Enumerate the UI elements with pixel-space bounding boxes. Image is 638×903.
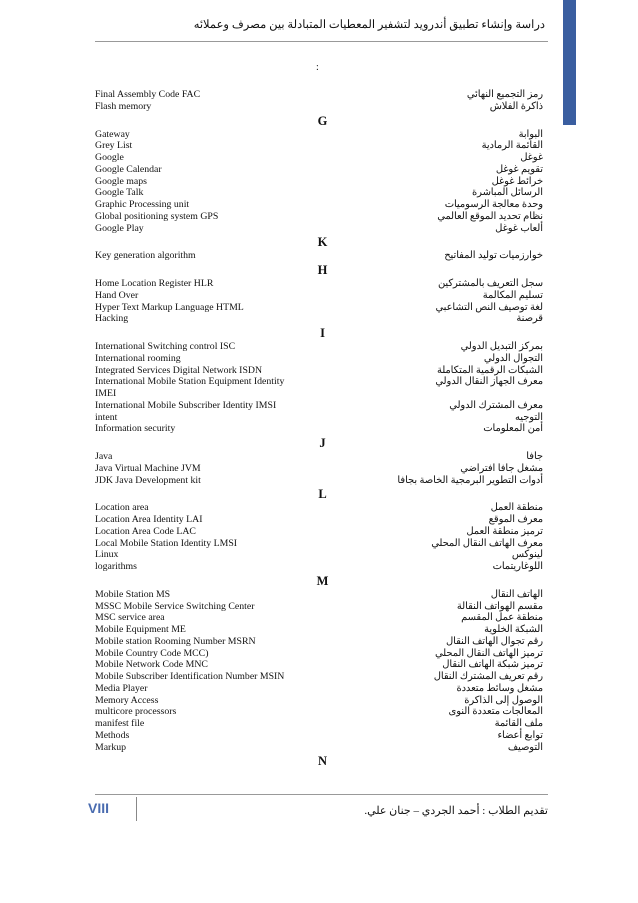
arabic-term: التوصيف xyxy=(507,741,543,753)
english-term: Java xyxy=(95,451,113,462)
arabic-term: خرائط غوغل xyxy=(491,175,543,187)
english-term: Location Area Code LAC xyxy=(95,525,196,537)
arabic-term: أمن المعلومات xyxy=(483,423,543,435)
glossary-entry xyxy=(95,164,545,176)
arabic-term: ألعاب غوغل xyxy=(495,222,543,234)
arabic-term: رقم تعريف المشترك النقال xyxy=(433,671,543,682)
arabic-term: مشغل وسائط متعددة xyxy=(456,682,543,694)
english-term: Graphic Processing unit xyxy=(95,199,190,210)
glossary-entry xyxy=(95,648,545,660)
english-term: Location Area Identity LAI xyxy=(95,514,203,525)
glossary-entry xyxy=(95,695,545,707)
english-term: multicore processors xyxy=(95,706,177,718)
arabic-term: ترميز منطقة العمل xyxy=(466,525,543,537)
english-term: logarithms xyxy=(95,561,137,572)
english-term: JDK Java Development kit xyxy=(95,474,201,486)
english-term: IMEI xyxy=(95,388,117,399)
english-term: Hyper Text Markup Language HTML xyxy=(95,301,244,313)
english-term: Google xyxy=(95,152,124,163)
english-term: International Mobile Station Equipment Identity xyxy=(95,376,285,388)
glossary-entry xyxy=(95,742,545,754)
glossary-entry xyxy=(95,561,545,573)
glossary-entry xyxy=(95,502,545,514)
footer-divider xyxy=(95,794,548,795)
footer-credit: تقديم الطلاب : أحمد الجردي – جنان علي. xyxy=(364,805,548,817)
glossary-entry xyxy=(95,412,545,424)
english-term: Memory Access xyxy=(95,694,159,706)
arabic-term: نظام تحديد الموقع العالمي xyxy=(437,210,543,222)
english-term: Flash memory xyxy=(95,100,152,112)
section-letter: H xyxy=(317,263,328,277)
glossary-entry xyxy=(95,706,545,718)
glossary-list xyxy=(95,89,545,769)
glossary-entry xyxy=(95,353,545,365)
glossary-entry xyxy=(95,451,545,463)
arabic-term: مشغل جافا افتراضي xyxy=(460,462,543,474)
arabic-term: بمركز التبديل الدولي xyxy=(460,341,543,352)
glossary-entry xyxy=(95,302,545,314)
glossary-entry xyxy=(95,313,545,325)
english-term: Gateway xyxy=(95,128,130,140)
english-term: Google maps xyxy=(95,175,147,187)
arabic-term: معرف الهاتف النقال المحلي xyxy=(431,537,543,549)
arabic-term: خوارزميات توليد المفاتيح xyxy=(444,250,543,262)
arabic-term: التجوال الدولي xyxy=(483,352,543,364)
glossary-entry xyxy=(95,278,545,290)
glossary-entry xyxy=(95,101,545,113)
glossary-entry xyxy=(95,538,545,550)
arabic-term: لينوكس xyxy=(511,549,543,561)
section-letter: I xyxy=(320,326,325,340)
section-letter: K xyxy=(317,235,328,250)
arabic-term: ترميز الهاتف النقال المحلي xyxy=(435,647,543,659)
section-letter: M xyxy=(316,573,329,588)
glossary-entry xyxy=(95,341,545,353)
english-term: Google Calendar xyxy=(95,163,162,175)
arabic-term: ذاكرة الفلاش xyxy=(489,100,543,112)
english-term: Hacking xyxy=(95,313,129,325)
glossary-entry xyxy=(95,223,545,235)
arabic-term: تقويم غوغل xyxy=(495,163,543,175)
english-term: manifest file xyxy=(95,718,145,729)
glossary-entry xyxy=(95,140,545,152)
glossary-entry xyxy=(95,199,545,211)
english-term: MSSC Mobile Service Switching Center xyxy=(95,600,255,612)
english-term: Location area xyxy=(95,502,149,514)
arabic-term: سجل التعريف بالمشتركين xyxy=(437,278,543,289)
arabic-term: المعالجات متعددة النوى xyxy=(448,706,543,718)
glossary-entry xyxy=(95,659,545,671)
glossary-entry xyxy=(95,388,545,400)
arabic-term: أدوات التطوير البرمجية الخاصة بجافا xyxy=(397,474,543,486)
english-term: MSC service area xyxy=(95,612,165,624)
glossary-entry xyxy=(95,718,545,730)
arabic-term: غوغل xyxy=(520,152,543,163)
section-letter: N xyxy=(317,754,328,769)
arabic-term: القائمة الرمادية xyxy=(481,140,543,152)
arabic-term: توابع أعضاء xyxy=(497,729,543,741)
glossary-entry xyxy=(95,376,545,388)
arabic-term: الوصول إلى الذاكرة xyxy=(464,694,543,706)
english-term: Home Location Register HLR xyxy=(95,278,214,289)
glossary-entry xyxy=(95,514,545,526)
english-term: Mobile Network Code MNC xyxy=(95,659,208,671)
arabic-term: لغة توصيف النص التشاعبي xyxy=(435,301,543,313)
english-term: Global positioning system GPS xyxy=(95,210,219,222)
arabic-term: معرف الجهاز النقال الدولي xyxy=(435,376,543,388)
arabic-term: منطقة العمل xyxy=(490,502,543,514)
section-letter: J xyxy=(319,436,326,450)
english-term: Final Assembly Code FAC xyxy=(95,89,201,100)
english-term: Grey List xyxy=(95,140,133,152)
arabic-term: الرسائل المباشرة xyxy=(472,187,543,199)
arabic-term: رقم تجوال الهاتف النقال xyxy=(445,635,543,647)
glossary-entry xyxy=(95,730,545,742)
page-number: VIII xyxy=(88,800,110,816)
glossary-entry xyxy=(95,152,545,164)
arabic-term: منطقة عمل المقسم xyxy=(461,612,543,624)
arabic-term: وحدة معالجة الرسوميات xyxy=(444,199,543,210)
arabic-term: مقسم الهواتف النقالة xyxy=(456,600,543,612)
arabic-term: جافا xyxy=(526,451,543,462)
english-term: Local Mobile Station Identity LMSI xyxy=(95,537,238,549)
english-term: Integrated Services Digital Network ISDN xyxy=(95,364,263,376)
decorative-accent-bar xyxy=(563,0,576,125)
english-term: Mobile Country Code MCC) xyxy=(95,647,209,659)
english-term: Java Virtual Machine JVM xyxy=(95,462,201,474)
glossary-entry xyxy=(95,187,545,199)
glossary-entry xyxy=(95,636,545,648)
glossary-entry xyxy=(95,526,545,538)
page-header-title: دراسة وإنشاء تطبيق أندرويد لتشفير المعطيات المتبادلة بين مصرف وعملائه xyxy=(193,19,545,31)
glossary-entry xyxy=(95,671,545,683)
english-term: Methods xyxy=(95,729,130,741)
english-term: Google Talk xyxy=(95,187,144,199)
glossary-entry xyxy=(95,683,545,695)
glossary-entry xyxy=(95,365,545,377)
arabic-term: الهاتف النقال xyxy=(490,588,543,600)
header-divider xyxy=(95,41,548,42)
glossary-entry xyxy=(95,176,545,188)
glossary-entry xyxy=(95,89,545,101)
colon-mark: : xyxy=(316,62,319,73)
english-term: Mobile Subscriber Identification Number MSIN xyxy=(95,671,285,682)
english-term: International Mobile Subscriber Identity IMSI xyxy=(95,399,277,411)
glossary-entry xyxy=(95,400,545,412)
arabic-term: الشبكات الرقمية المتكاملة xyxy=(436,364,543,376)
english-term: Mobile station Rooming Number MSRN xyxy=(95,635,256,647)
arabic-term: التوجيه xyxy=(515,411,543,423)
english-term: intent xyxy=(95,411,118,423)
glossary-entry xyxy=(95,463,545,475)
glossary-entry xyxy=(95,250,545,262)
page-number-separator xyxy=(136,797,137,821)
glossary-entry xyxy=(95,211,545,223)
glossary-entry xyxy=(95,589,545,601)
glossary-entry xyxy=(95,549,545,561)
glossary-entry xyxy=(95,290,545,302)
english-term: Key generation algorithm xyxy=(95,250,196,262)
arabic-term: معرف المشترك الدولي xyxy=(449,399,543,411)
section-letter: L xyxy=(318,487,327,502)
glossary-entry xyxy=(95,129,545,141)
arabic-term: رمز التجميع النهائي xyxy=(466,89,543,100)
glossary-entry xyxy=(95,475,545,487)
english-term: Mobile Equipment ME xyxy=(95,624,186,635)
english-term: Markup xyxy=(95,741,127,753)
arabic-term: ترميز شبكة الهاتف النقال xyxy=(442,659,543,671)
glossary-entry xyxy=(95,423,545,435)
english-term: Google Play xyxy=(95,222,144,234)
english-term: Media Player xyxy=(95,682,148,694)
arabic-term: ملف القائمة xyxy=(494,718,543,729)
arabic-term: اللوغاريتمات xyxy=(492,561,543,572)
arabic-term: الشبكة الخلوية xyxy=(484,624,543,635)
arabic-term: معرف الموقع xyxy=(488,514,543,525)
english-term: Mobile Station MS xyxy=(95,588,171,600)
glossary-entry xyxy=(95,624,545,636)
english-term: Information security xyxy=(95,423,176,435)
glossary-entry xyxy=(95,612,545,624)
section-letter: G xyxy=(317,113,328,128)
english-term: International Switching control ISC xyxy=(95,341,236,352)
glossary-entry xyxy=(95,601,545,613)
english-term: Hand Over xyxy=(95,289,139,301)
english-term: Linux xyxy=(95,549,119,561)
arabic-term: تسليم المكالمة xyxy=(482,289,543,301)
arabic-term: قرصنة xyxy=(516,313,543,325)
english-term: International rooming xyxy=(95,352,181,364)
arabic-term: البوابة xyxy=(518,128,543,140)
